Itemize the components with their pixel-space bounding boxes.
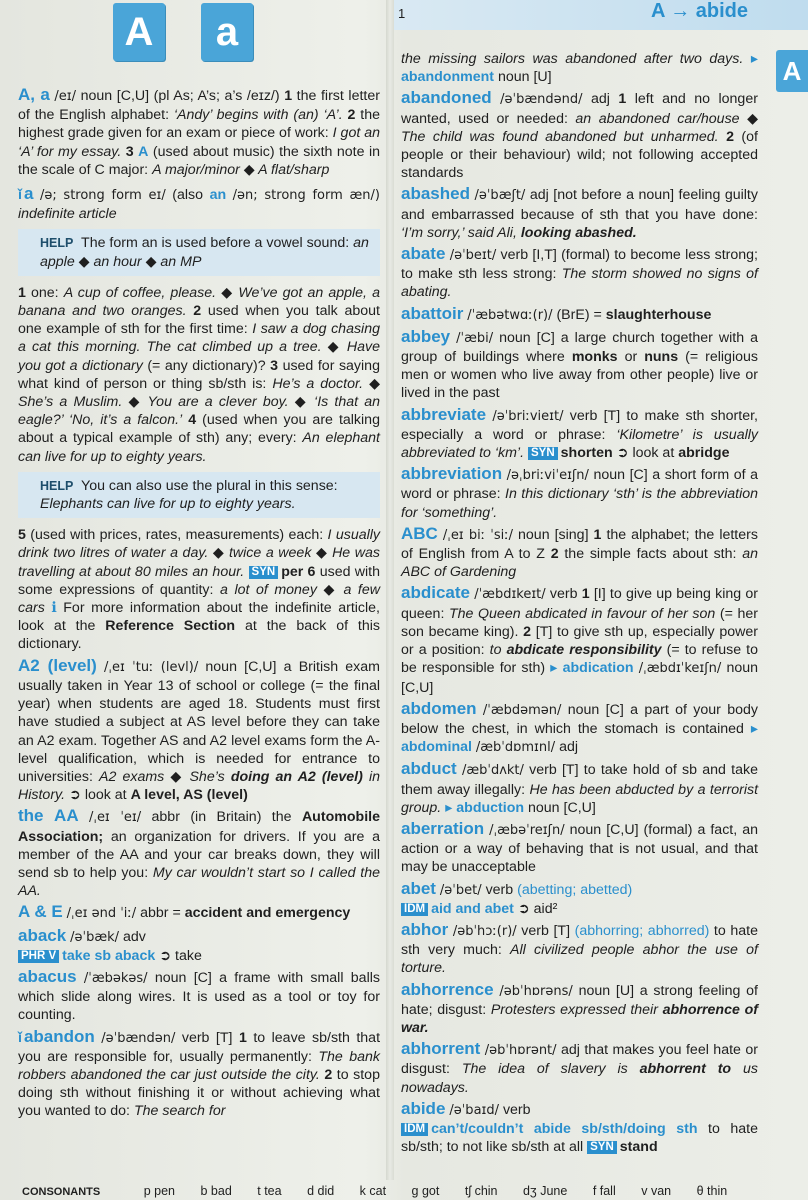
entry-abdomen: abdomen /ˈæbdəmən/ noun [C] a part of your body below the chest, in which the stomach is contained ▸ abdominal /æbˈdɒmɪnl/ adj (401, 698, 758, 756)
entry-A2: A2 (level) /ˌeɪ ˈtuː (levl)/ noun [C,U] a British exam usually taken in Year 13 of school or college (= the final year) when students are aged 18. Students must first have studied a subject at AS level before they can take an A2 exam. Together AS and A2 level exams form the A-level qualification, which is needed for entrance to universities: A2 exams ◆ She’s doing an A2 (level) in History. ➲ look at A level, AS (level) (18, 655, 380, 804)
headword: A, a (18, 85, 50, 104)
entry-a-senses-cont: 5 (used with prices, rates, measurements) each: I usually drink two litres of water a day. ◆ twice a week ◆ He was travelling at about 80 miles an hour. SYN per 6 used with some expressions of quantity: a lot of money ◆ a few cars ℹ For more information about the indefinite article, look at the Reference Section at the back of this dictionary. (18, 527, 381, 653)
entry-abide: abide /əˈbaɪd/ verb IDM can’t/couldn’t abide sb/sth/doing sth to hate sb/sth; to not like sb/sth at all SYN stand (401, 1098, 758, 1156)
entry-aberration: aberration /ˌæbəˈreɪʃn/ noun [C,U] (formal) a fact, an action or a way of behaving that is not usual, and that may be unacceptable (401, 818, 758, 876)
footer-consonant: b bad (200, 1184, 232, 1198)
entry-abandoned: abandoned /əˈbændənd/ adj 1 left and no longer wanted, used or needed: an abandoned car/house ◆ The child was found abandoned but unharmed. 2 (of people or their behaviour) wild; not following accepted standards (401, 88, 758, 182)
footer-consonant: tʃ chin (464, 1184, 498, 1198)
entry-abet: abet /əˈbet/ verb (abetting; abetted) IDM aid and abet ➲ aid² (401, 878, 633, 917)
right-column (401, 50, 758, 1159)
letter-box-uppercase: A (113, 3, 165, 61)
entry-a-senses: 1 one: A cup of coffee, please. ◆ We’ve got an apple, a banana and two oranges. 2 used when you talk about one example of sth for the first time: I saw a dog chasing a cat this morning. The cat climbed up a tree. ◆ Have you got a dictionary (= any dictionary)? 3 used for saying what kind of person or thing sb/sth is: He’s a doctor. ◆ She’s a Muslim. ◆ You are a clever boy. ◆ ‘Is that an eagle?’ ‘No, it’s a falcon.’ 4 (used when you are talking about a typical example of sth) any; every: An elephant can live for up to eighty years. (18, 284, 380, 465)
footer-consonant: d did (307, 1184, 335, 1198)
entry-abandon: ǐ abandon /əˈbændən/ verb [T] 1 to leave sb/sth that you are responsible for, usually permanently: The bank robbers abandoned the car just outside the city. 2 to stop doing sth without finishing it or without achieving what you wanted to do: The search for (18, 1026, 381, 1120)
entry-the-AA: the AA /ˌeɪ ˈeɪ/ abbr (in Britain) the Automobile Association; an organization for drivers. If you are a member of the AA and your car breaks down, they will send sb to help you: My car wouldn’t start so I called the AA. (18, 806, 380, 900)
entry-abbreviation: abbreviation /əˌbriːviˈeɪʃn/ noun [C] a short form of a word or phrase: In this dictionary ‘sth’ is the abbreviation for ‘something’. (401, 464, 759, 521)
page-gutter (386, 0, 394, 1180)
help-box: HELP You can also use the plural in this sense: Elephants can live for up to eighty years. (18, 472, 380, 518)
left-column (18, 86, 380, 1124)
thumb-index-tab: A (776, 50, 808, 92)
entry-abduct: abduct /æbˈdʌkt/ verb [T] to take hold of sb and take them away illegally: He has been abducted by a terrorist group. ▸ abduction noun [C,U] (401, 759, 759, 816)
entry-abbreviate: abbreviate /əˈbriːvieɪt/ verb [T] to make sth shorter, especially a word or phrase: ‘Kilometre’ is usually abbreviated to ‘km’. SYN shorten ➲ look at abridge (401, 404, 758, 462)
entry-a-article: ǐ a /ə; strong form eɪ/ (also an /ən; strong form æn/) indefinite article (18, 184, 380, 223)
syn-tag: SYN (587, 1141, 617, 1154)
entry-abhorrent: abhorrent /əbˈhɒrənt/ adj that makes you feel hate or disgust: The idea of slavery is abhorrent to us nowadays. (401, 1039, 758, 1096)
entry-abhor: abhor /əbˈhɔː(r)/ verb [T] (abhorring; abhorred) to hate sth very much: All civilized people abhor the use of torture. (401, 919, 758, 977)
page-number: 1 (398, 6, 406, 21)
footer-consonant: v van (641, 1184, 672, 1198)
footer-consonant: θ thin (696, 1184, 728, 1198)
info-icon: ℹ (51, 600, 57, 617)
letter-box-lowercase: a (201, 3, 253, 61)
footer-consonant: f fall (592, 1184, 616, 1198)
entry-abdicate: abdicate /ˈæbdɪkeɪt/ verb 1 [I] to give up being king or queen: The Queen abdicated in favour of her son (= her son became king). 2 [T] to give sth up, especially power or a position: to abdicate responsibility (= to refuse to be responsible for sth) ▸ abdication /ˌæbdɪˈkeɪʃn/ noun [C,U] (401, 583, 759, 696)
syn-tag: SYN (528, 447, 558, 460)
footer-consonant: dʒ June (522, 1184, 568, 1198)
idiom-tag: IDM (401, 903, 428, 916)
footer-consonant: t tea (257, 1184, 282, 1198)
idiom-tag: IDM (401, 1123, 428, 1136)
phrasal-verb-tag: PHR V (18, 950, 59, 963)
entry-abhorrence: abhorrence /əbˈhɒrəns/ noun [U] a strong feeling of hate; disgust: Protesters expressed their abhorrence of war. (401, 979, 758, 1036)
entry-A: A, a /eɪ/ noun [C,U] (pl As; A’s; a’s /eɪz/) 1 the first letter of the English alphabet: ‘Andy’ begins with (an) ‘A’. 2 the highest grade given for an exam or piece of work: I got an ‘A’ for my essay. 3 A (used about music) the sixth note in the scale of C major: A major/minor ◆ A flat/sharp (18, 85, 381, 178)
syn-tag: SYN (249, 566, 279, 579)
footer-consonant: g got (411, 1184, 440, 1198)
key-word-icon: ǐ (18, 187, 22, 204)
key-word-icon: ǐ (18, 1029, 22, 1046)
running-head: A → abide (650, 0, 748, 22)
entry-aback: aback /əˈbæk/ adv PHR V take sb aback ➲ take (18, 925, 202, 964)
entry-abashed: abashed /əˈbæʃt/ adj [not before a noun] feeling guilty and embarrassed because of sth that you have done: ‘I’m sorry,’ said Ali, looking abashed. (401, 184, 758, 241)
entry-abbey: abbey /ˈæbi/ noun [C] a large church together with a group of buildings where monks or nuns (= religious men or women who live away from other people) live or lived in the past (401, 326, 758, 402)
footer-consonant: k cat (359, 1184, 387, 1198)
consonants-footer: CONSONANTS p pen b bad t tea d did k cat g got tʃ chin dʒ June f fall v van θ thin (22, 1184, 728, 1198)
entry-abacus: abacus /ˈæbəkəs/ noun [C] a frame with small balls which slide along wires. It is used as a tool or toy for counting. (18, 966, 380, 1024)
entry-abattoir: abattoir /ˈæbətwɑː(r)/ (BrE) = slaughterhouse (401, 303, 712, 323)
footer-consonant: p pen (143, 1184, 175, 1198)
entry-abate: abate /əˈbeɪt/ verb [I,T] (formal) to become less strong; to make sth less strong: The storm showed no signs of abating. (401, 244, 758, 301)
entry-A-and-E: A & E /ˌeɪ ənd ˈiː/ abbr = accident and emergency (18, 902, 351, 922)
entry-abandon-cont: the missing sailors was abandoned after two days. ▸ abandonment noun [U] (401, 51, 758, 86)
entry-ABC: ABC /ˌeɪ biː ˈsiː/ noun [sing] 1 the alphabet; the letters of English from A to Z 2 the simple facts about sth: an ABC of Gardening (401, 523, 758, 581)
help-box: HELP The form an is used before a vowel sound: an apple ◆ an hour ◆ an MP (18, 229, 380, 275)
